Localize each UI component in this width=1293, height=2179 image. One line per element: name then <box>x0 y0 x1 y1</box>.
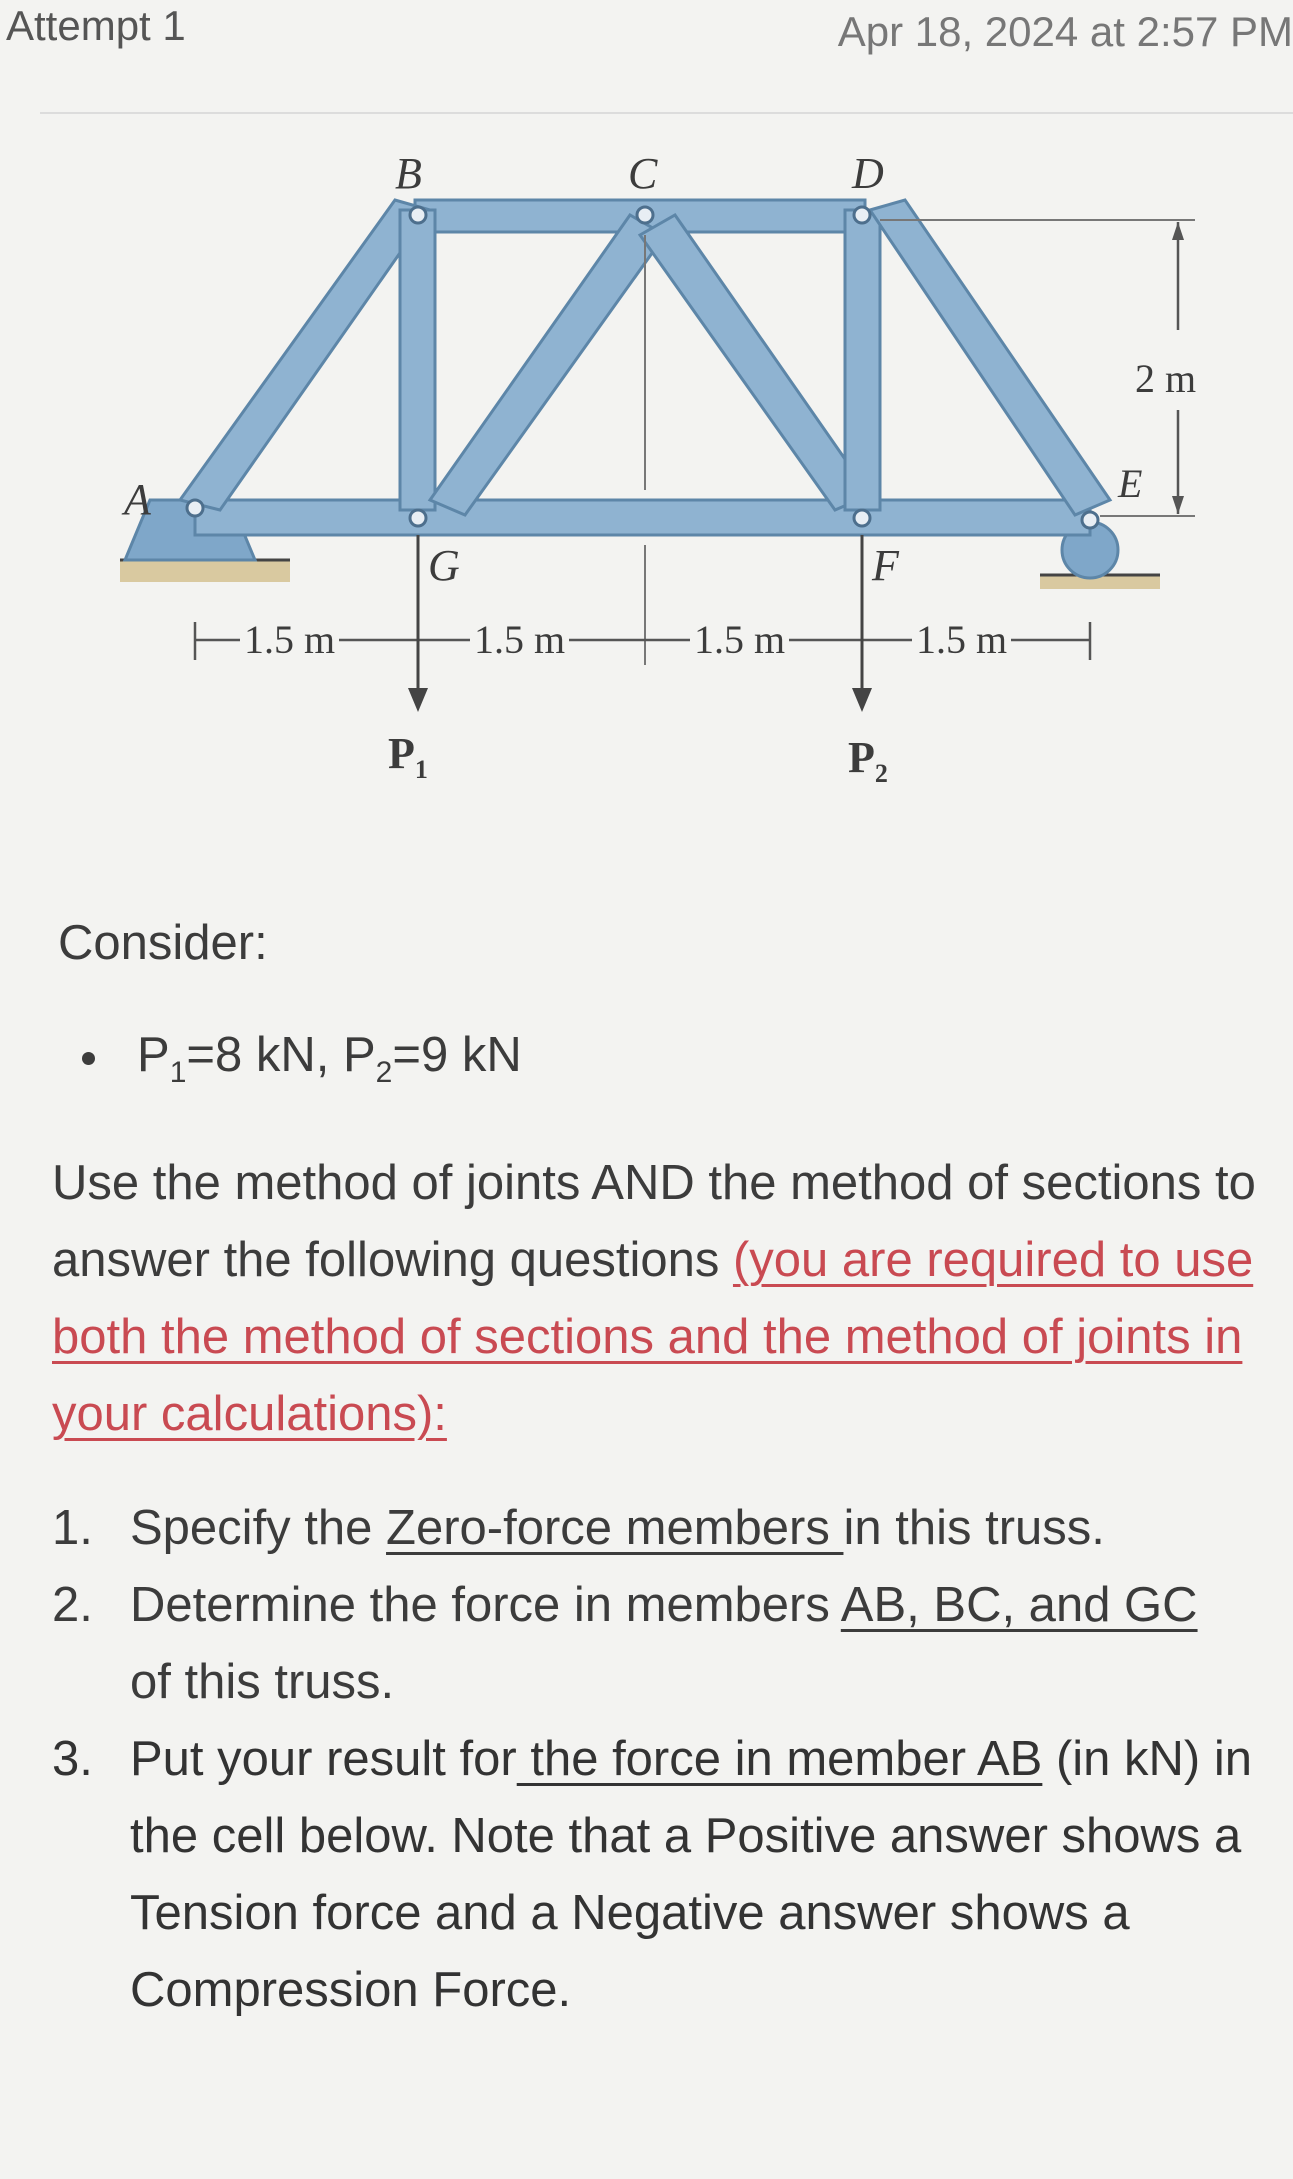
dim-label-2: 1.5 m <box>470 616 569 663</box>
load-arrow-p1 <box>408 688 428 712</box>
list-item: 2. Determine the force in members AB, BC, and GC of this truss. <box>52 1578 1198 1709</box>
dim-label-3: 1.5 m <box>690 616 789 663</box>
joint-label-e: E <box>1118 461 1143 506</box>
truss-figure <box>0 120 1293 820</box>
height-dimension-label: 2 m <box>1135 356 1197 401</box>
joint-label-b: B <box>395 149 422 198</box>
instructions: Use the method of joints AND the method of sections to answer the following questions (you are required to use both the method of sections and the method of joints in your calculations): <box>52 1156 1256 1441</box>
dim-label-4: 1.5 m <box>912 616 1011 663</box>
given-values <box>82 1027 522 1090</box>
ground-left <box>120 560 290 582</box>
timestamp: Apr 18, 2024 at 2:57 PM <box>837 8 1293 55</box>
attempt-label: Attempt 1 <box>6 2 186 49</box>
dim-label-1: 1.5 m <box>240 616 339 663</box>
member-df <box>845 210 880 510</box>
bullet-icon <box>82 1052 95 1065</box>
member-gc <box>430 215 665 515</box>
question-list <box>52 1490 1252 2029</box>
joint-label-a: A <box>124 475 151 524</box>
member-de <box>870 200 1110 515</box>
divider <box>40 112 1293 114</box>
joint-label-c: C <box>628 149 658 198</box>
consider-label: Consider: <box>58 916 268 970</box>
truss-diagram <box>0 120 1293 820</box>
joint-label-f: F <box>872 541 899 590</box>
load-label-p2: $P_2$ <box>848 733 888 788</box>
header <box>0 0 1293 80</box>
member-bottom-chord <box>195 500 1090 535</box>
member-ab <box>180 200 430 510</box>
joint-label-d: D <box>852 149 884 198</box>
list-item: 1. Specify the Zero-force members in this truss. <box>52 1501 1105 1555</box>
load-label-p1: $P_1$ <box>388 729 428 784</box>
member-cf <box>640 215 870 510</box>
requirement-note: (you are required to use both the method of sections and the method of joints in your calculations): <box>52 1233 1254 1441</box>
given-values-text: $P_1=8$ kN, $P_2=9$ kN <box>137 1028 522 1089</box>
member-bg <box>400 210 435 510</box>
joint-label-g: G <box>428 541 460 590</box>
load-arrow-p2 <box>852 688 872 712</box>
list-item: 3. Put your result for the force in member AB (in kN) in the cell below. Note that a Positive answer shows a Tension force and a Negative answer shows a Compression Force. <box>52 1732 1252 2017</box>
